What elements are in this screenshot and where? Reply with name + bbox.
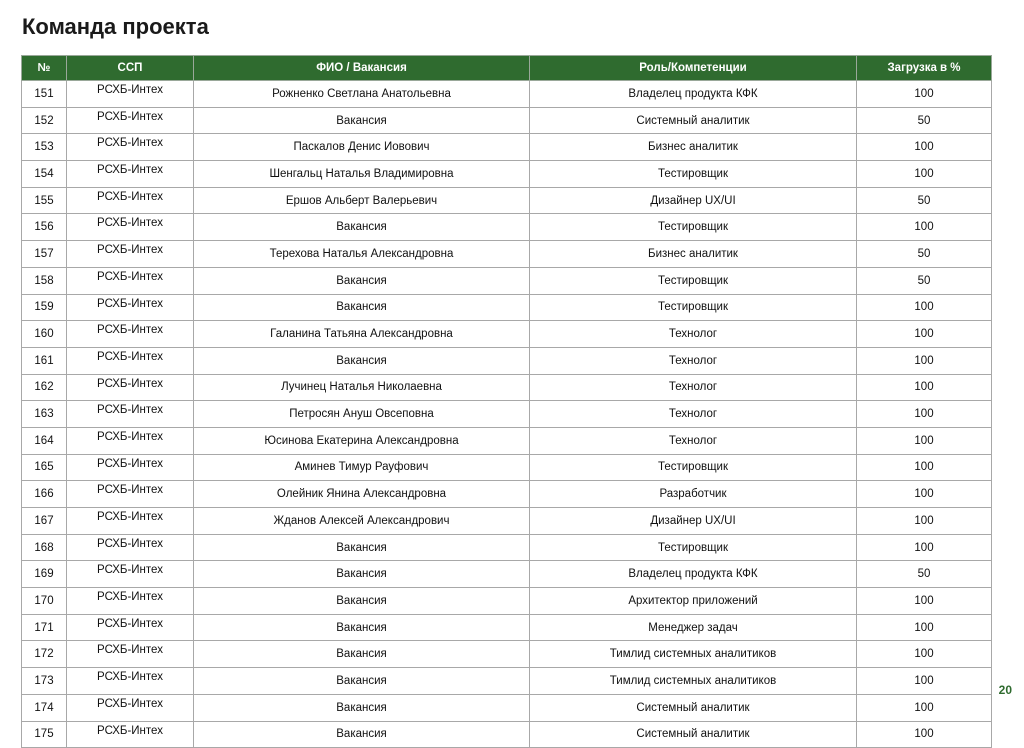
cell-name: Вакансия xyxy=(194,694,530,721)
cell-role: Архитектор приложений xyxy=(530,588,857,615)
cell-number: 155 xyxy=(22,187,67,214)
cell-load: 100 xyxy=(857,81,992,108)
cell-ssp: РСХБ-Интех xyxy=(67,134,194,161)
cell-number: 161 xyxy=(22,347,67,374)
cell-role: Тестировщик xyxy=(530,161,857,188)
cell-load: 100 xyxy=(857,614,992,641)
cell-number: 174 xyxy=(22,694,67,721)
cell-ssp: РСХБ-Интех xyxy=(67,294,194,321)
cell-role: Тестировщик xyxy=(530,454,857,481)
cell-ssp: РСХБ-Интех xyxy=(67,107,194,134)
cell-role: Тимлид системных аналитиков xyxy=(530,668,857,695)
table-row xyxy=(22,347,992,374)
cell-name: Вакансия xyxy=(194,267,530,294)
cell-load: 100 xyxy=(857,588,992,615)
cell-name: Юсинова Екатерина Александровна xyxy=(194,427,530,454)
cell-ssp: РСХБ-Интех xyxy=(67,721,194,748)
cell-role: Бизнес аналитик xyxy=(530,241,857,268)
table-row xyxy=(22,374,992,401)
cell-role: Тестировщик xyxy=(530,534,857,561)
cell-ssp: РСХБ-Интех xyxy=(67,561,194,588)
cell-load: 100 xyxy=(857,427,992,454)
cell-ssp: РСХБ-Интех xyxy=(67,81,194,108)
cell-role: Системный аналитик xyxy=(530,721,857,748)
table-row xyxy=(22,187,992,214)
table-row xyxy=(22,614,992,641)
cell-number: 152 xyxy=(22,107,67,134)
cell-load: 100 xyxy=(857,294,992,321)
cell-load: 100 xyxy=(857,454,992,481)
cell-role: Тестировщик xyxy=(530,267,857,294)
cell-name: Вакансия xyxy=(194,294,530,321)
cell-load: 100 xyxy=(857,161,992,188)
table-row xyxy=(22,134,992,161)
cell-load: 50 xyxy=(857,187,992,214)
cell-ssp: РСХБ-Интех xyxy=(67,588,194,615)
cell-name: Лучинец Наталья Николаевна xyxy=(194,374,530,401)
page-number: 20 xyxy=(998,683,1012,697)
cell-load: 100 xyxy=(857,134,992,161)
cell-name: Паскалов Денис Иовович xyxy=(194,134,530,161)
cell-load: 100 xyxy=(857,481,992,508)
table-row xyxy=(22,161,992,188)
cell-ssp: РСХБ-Интех xyxy=(67,187,194,214)
cell-ssp: РСХБ-Интех xyxy=(67,534,194,561)
cell-ssp: РСХБ-Интех xyxy=(67,374,194,401)
header-ssp: ССП xyxy=(67,56,194,81)
cell-ssp: РСХБ-Интех xyxy=(67,641,194,668)
cell-name: Рожненко Светлана Анатольевна xyxy=(194,81,530,108)
cell-ssp: РСХБ-Интех xyxy=(67,401,194,428)
cell-number: 151 xyxy=(22,81,67,108)
table-row xyxy=(22,294,992,321)
cell-name: Вакансия xyxy=(194,588,530,615)
page-title: Команда проекта xyxy=(22,14,209,39)
cell-role: Разработчик xyxy=(530,481,857,508)
cell-load: 100 xyxy=(857,374,992,401)
cell-number: 168 xyxy=(22,534,67,561)
cell-load: 100 xyxy=(857,214,992,241)
cell-number: 164 xyxy=(22,427,67,454)
cell-load: 100 xyxy=(857,641,992,668)
cell-name: Галанина Татьяна Александровна xyxy=(194,321,530,348)
table-body xyxy=(22,81,992,748)
table-row xyxy=(22,81,992,108)
project-team-table xyxy=(21,55,992,748)
cell-number: 157 xyxy=(22,241,67,268)
cell-role: Тестировщик xyxy=(530,214,857,241)
table-row xyxy=(22,107,992,134)
cell-load: 50 xyxy=(857,561,992,588)
cell-number: 170 xyxy=(22,588,67,615)
cell-role: Технолог xyxy=(530,427,857,454)
cell-number: 171 xyxy=(22,614,67,641)
cell-number: 167 xyxy=(22,508,67,535)
cell-role: Технолог xyxy=(530,347,857,374)
cell-name: Вакансия xyxy=(194,668,530,695)
cell-number: 169 xyxy=(22,561,67,588)
cell-name: Шенгальц Наталья Владимировна xyxy=(194,161,530,188)
table-row xyxy=(22,321,992,348)
cell-ssp: РСХБ-Интех xyxy=(67,161,194,188)
cell-number: 165 xyxy=(22,454,67,481)
table-row xyxy=(22,641,992,668)
cell-number: 156 xyxy=(22,214,67,241)
cell-number: 153 xyxy=(22,134,67,161)
cell-number: 172 xyxy=(22,641,67,668)
cell-ssp: РСХБ-Интех xyxy=(67,614,194,641)
cell-load: 100 xyxy=(857,534,992,561)
cell-role: Технолог xyxy=(530,401,857,428)
cell-name: Вакансия xyxy=(194,721,530,748)
cell-ssp: РСХБ-Интех xyxy=(67,481,194,508)
cell-number: 160 xyxy=(22,321,67,348)
cell-ssp: РСХБ-Интех xyxy=(67,508,194,535)
cell-load: 100 xyxy=(857,508,992,535)
cell-load: 100 xyxy=(857,321,992,348)
table-header-row xyxy=(22,56,992,81)
table-row xyxy=(22,241,992,268)
table-row xyxy=(22,481,992,508)
cell-role: Системный аналитик xyxy=(530,694,857,721)
cell-ssp: РСХБ-Интех xyxy=(67,454,194,481)
table-row xyxy=(22,668,992,695)
cell-number: 162 xyxy=(22,374,67,401)
cell-name: Петросян Ануш Овсеповна xyxy=(194,401,530,428)
cell-name: Вакансия xyxy=(194,107,530,134)
cell-ssp: РСХБ-Интех xyxy=(67,347,194,374)
cell-name: Жданов Алексей Александрович xyxy=(194,508,530,535)
cell-number: 159 xyxy=(22,294,67,321)
table-row xyxy=(22,401,992,428)
cell-role: Технолог xyxy=(530,374,857,401)
cell-role: Технолог xyxy=(530,321,857,348)
cell-load: 100 xyxy=(857,694,992,721)
cell-name: Ершов Альберт Валерьевич xyxy=(194,187,530,214)
cell-ssp: РСХБ-Интех xyxy=(67,267,194,294)
table-row xyxy=(22,721,992,748)
header-name: ФИО / Вакансия xyxy=(194,56,530,81)
cell-load: 50 xyxy=(857,107,992,134)
cell-number: 173 xyxy=(22,668,67,695)
cell-ssp: РСХБ-Интех xyxy=(67,321,194,348)
cell-role: Бизнес аналитик xyxy=(530,134,857,161)
cell-ssp: РСХБ-Интех xyxy=(67,668,194,695)
cell-role: Владелец продукта КФК xyxy=(530,81,857,108)
cell-ssp: РСХБ-Интех xyxy=(67,694,194,721)
header-role: Роль/Компетенции xyxy=(530,56,857,81)
cell-role: Тестировщик xyxy=(530,294,857,321)
header-number: № xyxy=(22,56,67,81)
table-row xyxy=(22,427,992,454)
cell-name: Олейник Янина Александровна xyxy=(194,481,530,508)
cell-name: Вакансия xyxy=(194,614,530,641)
header-load: Загрузка в % xyxy=(857,56,992,81)
cell-number: 166 xyxy=(22,481,67,508)
cell-name: Вакансия xyxy=(194,347,530,374)
cell-name: Терехова Наталья Александровна xyxy=(194,241,530,268)
cell-name: Вакансия xyxy=(194,534,530,561)
cell-name: Вакансия xyxy=(194,214,530,241)
table-row xyxy=(22,508,992,535)
cell-name: Аминев Тимур Рауфович xyxy=(194,454,530,481)
cell-role: Тимлид системных аналитиков xyxy=(530,641,857,668)
table-row xyxy=(22,588,992,615)
cell-number: 163 xyxy=(22,401,67,428)
cell-ssp: РСХБ-Интех xyxy=(67,241,194,268)
cell-load: 100 xyxy=(857,401,992,428)
cell-role: Дизайнер UX/UI xyxy=(530,187,857,214)
cell-number: 158 xyxy=(22,267,67,294)
cell-load: 100 xyxy=(857,347,992,374)
cell-number: 175 xyxy=(22,721,67,748)
table-row xyxy=(22,454,992,481)
cell-name: Вакансия xyxy=(194,561,530,588)
cell-ssp: РСХБ-Интех xyxy=(67,214,194,241)
cell-role: Дизайнер UX/UI xyxy=(530,508,857,535)
cell-load: 50 xyxy=(857,267,992,294)
table-row xyxy=(22,534,992,561)
cell-number: 154 xyxy=(22,161,67,188)
cell-role: Владелец продукта КФК xyxy=(530,561,857,588)
cell-load: 100 xyxy=(857,721,992,748)
table-row xyxy=(22,214,992,241)
table-row xyxy=(22,561,992,588)
cell-load: 100 xyxy=(857,668,992,695)
cell-role: Системный аналитик xyxy=(530,107,857,134)
cell-ssp: РСХБ-Интех xyxy=(67,427,194,454)
cell-role: Менеджер задач xyxy=(530,614,857,641)
cell-load: 50 xyxy=(857,241,992,268)
table-row xyxy=(22,267,992,294)
cell-name: Вакансия xyxy=(194,641,530,668)
